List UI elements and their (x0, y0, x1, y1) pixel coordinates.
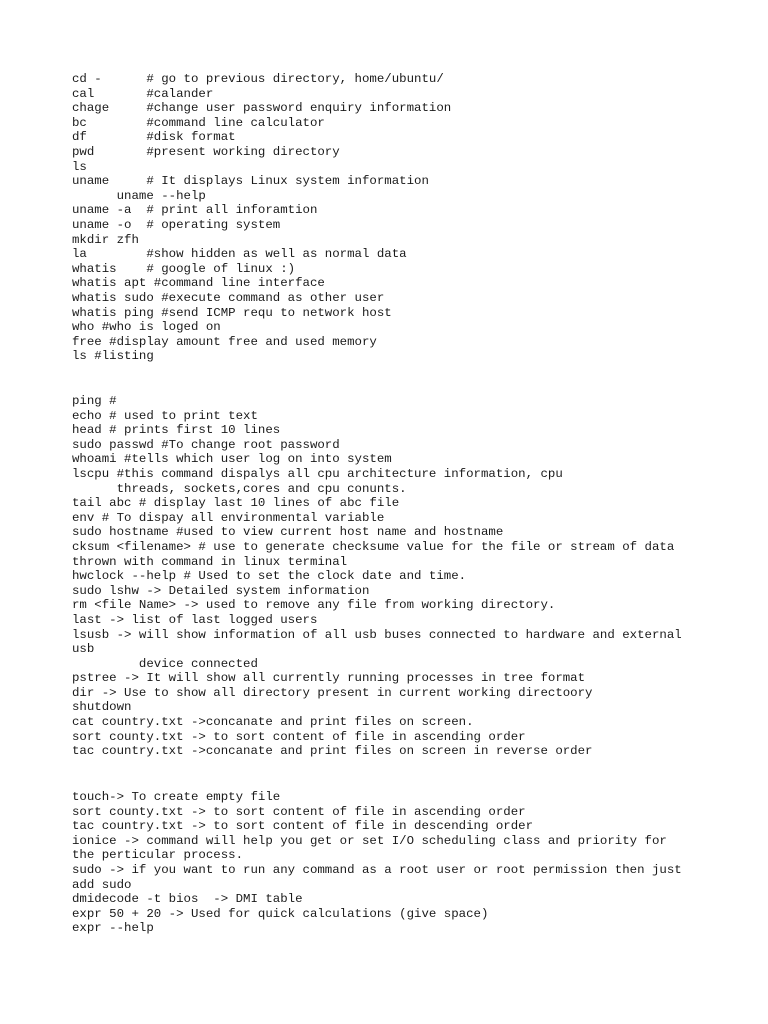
text-line: sudo hostname #used to view current host name and hostname (72, 525, 504, 540)
command-notes-block-2 (72, 394, 732, 759)
text-line: ionice -> command will help you get or set I/O scheduling class and priority for (72, 833, 667, 848)
text-line: sudo -> if you want to run any command as a root user or root permission then just (72, 862, 682, 877)
text-line: touch-> To create empty file (72, 790, 281, 804)
text-line: head # prints first 10 lines (72, 423, 281, 438)
text-line: cal #calander (72, 86, 214, 101)
text-line: uname # It displays Linux system information (72, 174, 429, 189)
text-line: tail abc # display last 10 lines of abc file (72, 496, 400, 511)
text-line: uname -a # print all inforamtion (72, 203, 318, 218)
text-line: whoami #tells which user log on into system (72, 452, 392, 467)
text-line: expr --help (72, 921, 154, 936)
text-line: lsusb -> will show information of all usb buses connected to hardware and external (72, 627, 682, 642)
text-line: sort county.txt -> to sort content of file in ascending order (72, 804, 526, 819)
text-line: mkdir zfh (72, 232, 139, 247)
text-line: rm <file Name> -> used to remove any file from working directory. (72, 598, 556, 613)
command-notes-block-1 (72, 72, 732, 364)
text-line: tac country.txt -> to sort content of file in descending order (72, 819, 534, 834)
text-line: dir -> Use to show all directory present in current working directoory (72, 685, 593, 700)
text-line: free #display amount free and used memory (72, 334, 377, 349)
text-line: sudo passwd #To change root password (72, 437, 340, 452)
text-line: df #disk format (72, 130, 236, 145)
text-line: who #who is loged on (72, 320, 221, 335)
text-line: thrown with command in linux terminal (72, 554, 348, 569)
text-line: chage #change user password enquiry information (72, 101, 452, 116)
text-line: tac country.txt ->concanate and print files on screen in reverse order (72, 744, 593, 759)
text-line: cksum <filename> # use to generate checksume value for the file or stream of data (72, 539, 675, 554)
text-line: uname -o # operating system (72, 217, 281, 232)
text-line: cat country.txt ->concanate and print files on screen. (72, 715, 474, 730)
text-line: pwd #present working directory (72, 144, 340, 159)
text-line: ls (72, 159, 87, 174)
text-line: lscpu #this command dispalys all cpu architecture information, cpu (72, 466, 563, 481)
text-line: env # To dispay all environmental variable (72, 510, 385, 525)
text-line: last -> list of last logged users (72, 612, 318, 627)
command-notes-block-3 (72, 790, 732, 936)
text-line: whatis sudo #execute command as other user (72, 290, 385, 305)
text-line: cd - # go to previous directory, home/ubuntu/ (72, 72, 444, 86)
text-line: whatis ping #send ICMP requ to network host (72, 305, 392, 320)
text-line: uname --help (72, 188, 206, 203)
text-line: dmidecode -t bios -> DMI table (72, 892, 303, 907)
text-line: hwclock --help # Used to set the clock date and time. (72, 569, 467, 584)
text-line: ping # (72, 394, 117, 408)
text-line: usb (72, 642, 95, 657)
text-line: expr 50 + 20 -> Used for quick calculations (give space) (72, 906, 489, 921)
text-line: add sudo (72, 877, 132, 892)
text-line: sort county.txt -> to sort content of file in ascending order (72, 729, 526, 744)
text-line: echo # used to print text (72, 408, 258, 423)
text-line: whatis apt #command line interface (72, 276, 325, 291)
text-line: la #show hidden as well as normal data (72, 247, 407, 262)
text-line: device connected (72, 656, 258, 671)
text-line: pstree -> It will show all currently running processes in tree format (72, 671, 586, 686)
text-line: whatis # google of linux :) (72, 261, 296, 276)
text-line: shutdown (72, 700, 132, 715)
text-line: ls #listing (72, 349, 154, 364)
text-line: threads, sockets,cores and cpu conunts. (72, 481, 407, 496)
text-line: the perticular process. (72, 848, 244, 863)
text-line: sudo lshw -> Detailed system information (72, 583, 370, 598)
text-line: bc #command line calculator (72, 115, 325, 130)
